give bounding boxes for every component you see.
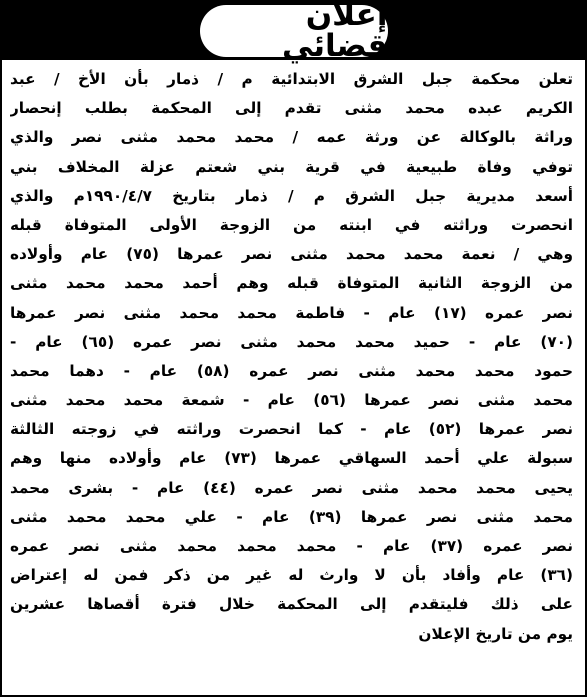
notice-line: وهي / نعمة محمد محمد مثنى نصر عمرها (٧٥) عام وأولاده [10,245,573,264]
notice-line: (٧٠) عام - حميد محمد محمد مثنى نصر عمره (٦٥) عام - [10,332,573,351]
notice-line: تعلن محكمة جبل الشرق الابتدائية م / ذمار بأن الأخ / عبد [10,70,573,88]
notice-line: نصر عمره (٣٧) عام - محمد محمد محمد مثنى نصر عمره [10,537,573,555]
notice-line: من الزوجة الثانية المتوفاة قبله وهم أحمد محمد محمد مثنى [10,274,573,293]
notice-title: إعلان قضائي [282,0,388,64]
notice-line: الكريم عبده محمد مثنى تقدم إلى المحكمة بطلب إنحصار [10,99,573,118]
notice-line: يحيى محمد محمد مثنى نصر عمره (٤٤) عام - بشرى محمد [10,478,573,497]
notice-line: حمود محمد محمد مثنى نصر عمره (٥٨) عام - دهما محمد [10,361,573,380]
notice-line: محمد مثنى نصر عمرها (٥٦) عام - شمعة محمد محمد مثنى [10,391,573,410]
notice-line: توفي وفاة طبيعية في قرية بني شعتم عزلة المخلاف بني [10,157,573,176]
notice-line: انحصرت وراثته في ابنته من الزوجة الأولى المتوفاة قبله [10,215,573,234]
notice-line: محمد مثنى نصر عمرها (٣٩) عام - علي محمد محمد مثنى [10,507,573,526]
notice-line: وراثة بالوكالة عن ورثة عمه / محمد محمد مثنى نصر والذي [10,128,573,147]
notice-line: يوم من تاريخ الإعلان [418,624,573,643]
notice-line: أسعد مديرية جبل الشرق م / ذمار بتاريخ ١٩٩٠/٤/٧م والذي [10,186,573,205]
header-bar [2,0,585,64]
notice-body [10,65,573,689]
notice-line: (٣٦) عام وأفاد بأن لا وارث له غير من ذكر فمن له إعتراض [10,566,573,585]
notice-line: على ذلك فليتقدم إلى المحكمة خلال فترة أقصاها عشرين [10,595,573,614]
title-badge [200,0,388,64]
notice-line: نصر عمره (١٧) عام - فاطمة محمد محمد مثنى نصر عمرها [10,303,573,322]
notice-line: سبولة علي أحمد السهاقي عمرها (٧٣) عام وأولاده منها وهم [10,449,573,468]
notice-line: نصر عمرها (٥٢) عام - كما انحصرت وراثته في زوجته الثالثة [10,420,573,439]
